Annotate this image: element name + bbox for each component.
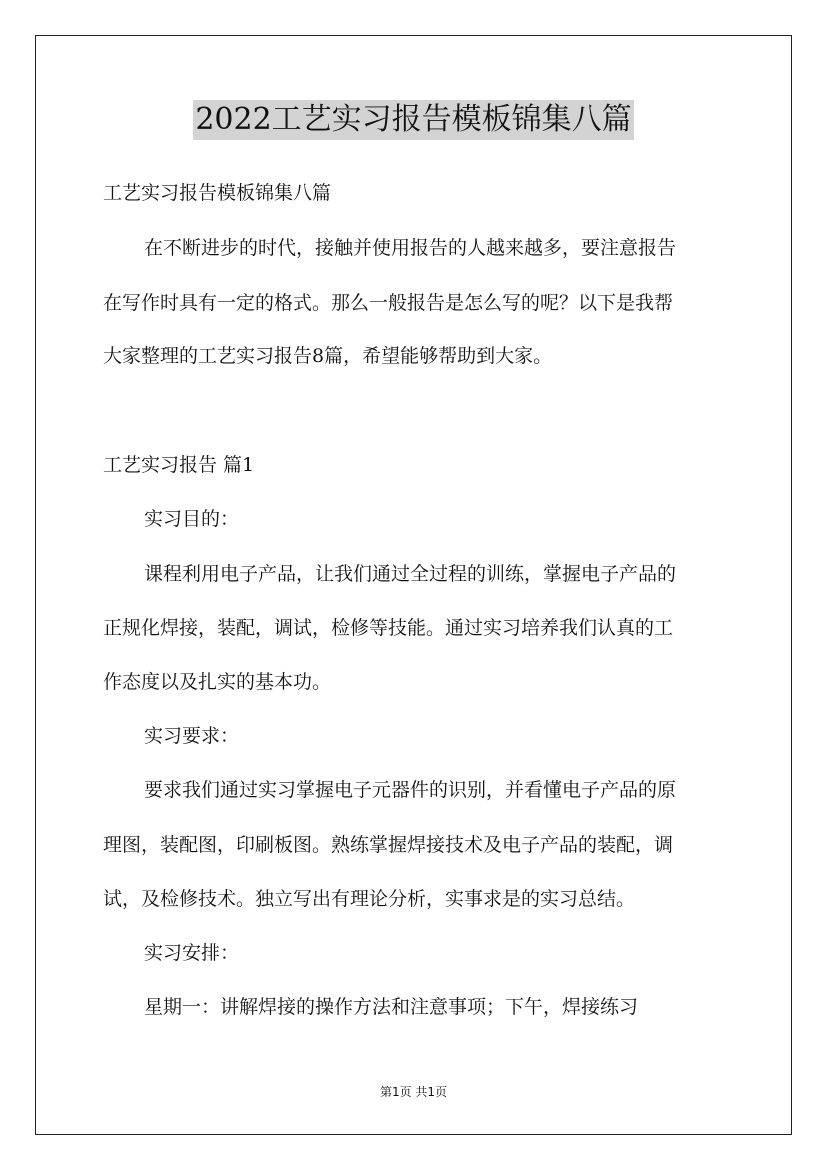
intro-line-2: 在写作时具有一定的格式。那么一般报告是怎么写的呢？以下是我帮 bbox=[103, 292, 674, 314]
body-line-6: 要求我们通过实习掌握电子元器件的识别，并看懂电子产品的原 bbox=[144, 779, 677, 801]
title-container bbox=[0, 100, 827, 140]
body-line-9: 实习安排： bbox=[144, 942, 240, 964]
body-line-7: 理图，装配图，印刷板图。熟练掌握焊接技术及电子产品的装配，调 bbox=[103, 834, 674, 856]
body-line-8: 试，及检修技术。独立写出有理论分析，实事求是的实习总结。 bbox=[103, 888, 636, 910]
body-line-3: 正规化焊接，装配，调试，检修等技能。通过实习培养我们认真的工 bbox=[103, 617, 674, 639]
document-title: 2022工艺实习报告模板锦集八篇 bbox=[193, 100, 633, 140]
body-line-1: 实习目的： bbox=[144, 508, 240, 530]
intro-line-3: 大家整理的工艺实习报告8篇，希望能够帮助到大家。 bbox=[103, 345, 553, 367]
document-subtitle: 工艺实习报告模板锦集八篇 bbox=[103, 182, 332, 204]
body-line-10: 星期一：讲解焊接的操作方法和注意事项；下午，焊接练习 bbox=[144, 996, 639, 1018]
body-line-2: 课程利用电子产品，让我们通过全过程的训练，掌握电子产品的 bbox=[144, 563, 677, 585]
page-footer: 第1页 共1页 bbox=[379, 1085, 448, 1099]
intro-line-1: 在不断进步的时代，接触并使用报告的人越来越多，要注意报告 bbox=[144, 237, 677, 259]
section-heading: 工艺实习报告 篇1 bbox=[103, 454, 255, 476]
body-line-5: 实习要求： bbox=[144, 725, 240, 747]
body-line-4: 作态度以及扎实的基本功。 bbox=[103, 671, 332, 693]
